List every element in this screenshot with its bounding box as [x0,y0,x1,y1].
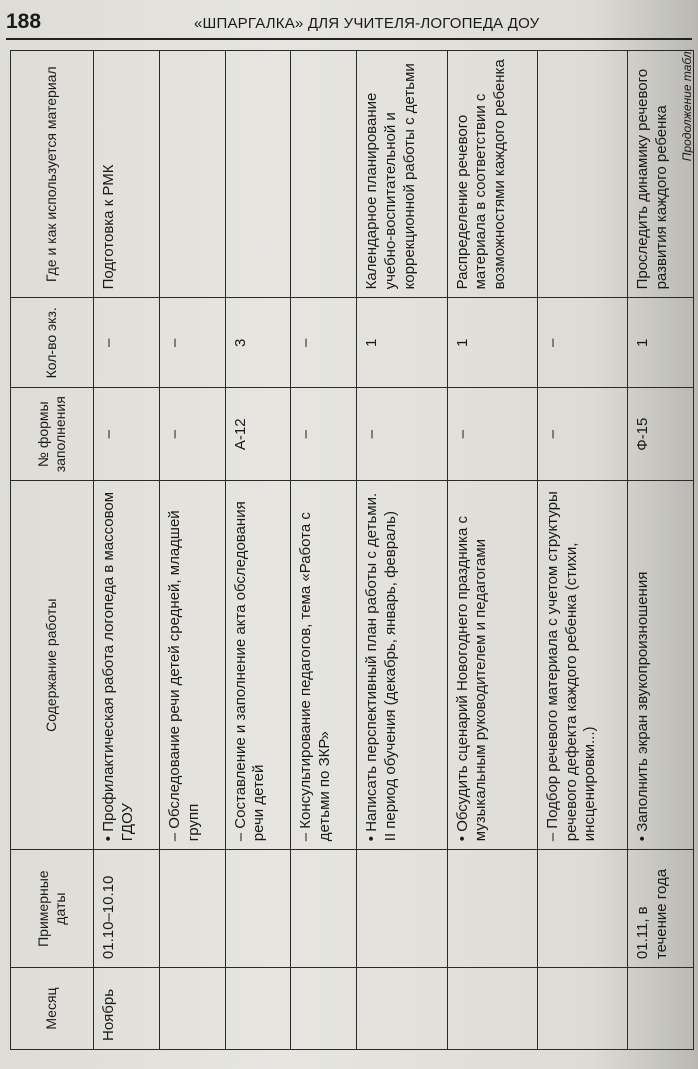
cell-month: Ноябрь [94,968,160,1050]
cell-month [628,968,694,1050]
cell-dates [159,850,225,968]
cell-month [225,968,291,1050]
cell-dates: 01.10–10.10 [94,850,160,968]
cell-content: • Профилактическая работа логопеда в массовом ГДОУ [94,481,160,850]
cell-dates [537,850,627,968]
cell-content: – Обследование речи детей средней, младшей групп [159,481,225,850]
page-header [6,10,692,40]
cell-content: • Написать перспективный план работы с детьми. II период обучения (декабрь, январь, февраль) [357,481,447,850]
cell-qty: – [159,298,225,388]
cell-form: – [537,388,627,481]
cell-qty: – [291,298,357,388]
cell-use: Календарное планирование учебно-воспитательной и коррекционной работы с детьми [357,51,447,298]
cell-qty: 1 [447,298,537,388]
table-row [537,51,627,1050]
col-header-form: № формы заполнения [11,388,94,481]
table-row [628,51,694,1050]
cell-month [291,968,357,1050]
table-row [94,51,160,1050]
table-row [291,51,357,1050]
cell-use [537,51,627,298]
cell-dates [225,850,291,968]
table-row [225,51,291,1050]
cell-month [357,968,447,1050]
cell-form: – [291,388,357,481]
cell-use: Проследить динамику речевого развития каждого ребенка [628,51,694,298]
cell-content: • Обсудить сценарий Новогоднего праздника с музыкальным руководителем и педагогами [447,481,537,850]
cell-qty: 3 [225,298,291,388]
continuation-note: Продолжение табл. [680,48,694,162]
cell-qty: 1 [357,298,447,388]
cell-qty: 1 [628,298,694,388]
cell-dates [357,850,447,968]
cell-qty: – [94,298,160,388]
running-title: «ШПАРГАЛКА» ДЛЯ УЧИТЕЛЯ-ЛОГОПЕДА ДОУ [194,15,540,32]
table-body [94,51,694,1050]
work-plan-table [10,50,694,1050]
cell-use: Распределение речевого материала в соответствии с возможностями каждого ребенка [447,51,537,298]
cell-dates [291,850,357,968]
cell-form: – [159,388,225,481]
col-header-month: Месяц [11,968,94,1050]
cell-content: – Подбор речевого материала с учетом структуры речевого дефекта каждого ребенка (стихи, инсценировки...) [537,481,627,850]
cell-form: – [447,388,537,481]
rotated-table-wrapper [10,50,694,1050]
cell-form: – [94,388,160,481]
cell-month [159,968,225,1050]
table-row [447,51,537,1050]
cell-content: • Заполнить экран звукопроизношения [628,481,694,850]
cell-month [447,968,537,1050]
cell-use [159,51,225,298]
cell-use [225,51,291,298]
cell-content: – Составление и заполнение акта обследования речи детей [225,481,291,850]
cell-form: А-12 [225,388,291,481]
cell-form: Ф-15 [628,388,694,481]
cell-content: – Консультирование педагогов, тема «Работа с детьми по ЗКР» [291,481,357,850]
cell-use [291,51,357,298]
page-number: 188 [6,10,42,33]
cell-form: – [357,388,447,481]
col-header-dates: Примерные даты [11,850,94,968]
cell-qty: – [537,298,627,388]
cell-dates: 01.11, в течение года [628,850,694,968]
col-header-use: Где и как используется материал [11,51,94,298]
col-header-content: Содержание работы [11,481,94,850]
col-header-qty: Кол-во экз. [11,298,94,388]
cell-dates [447,850,537,968]
table-row [159,51,225,1050]
table-header-row [11,51,94,1050]
table-row [357,51,447,1050]
cell-month [537,968,627,1050]
cell-use: Подготовка к РМК [94,51,160,298]
